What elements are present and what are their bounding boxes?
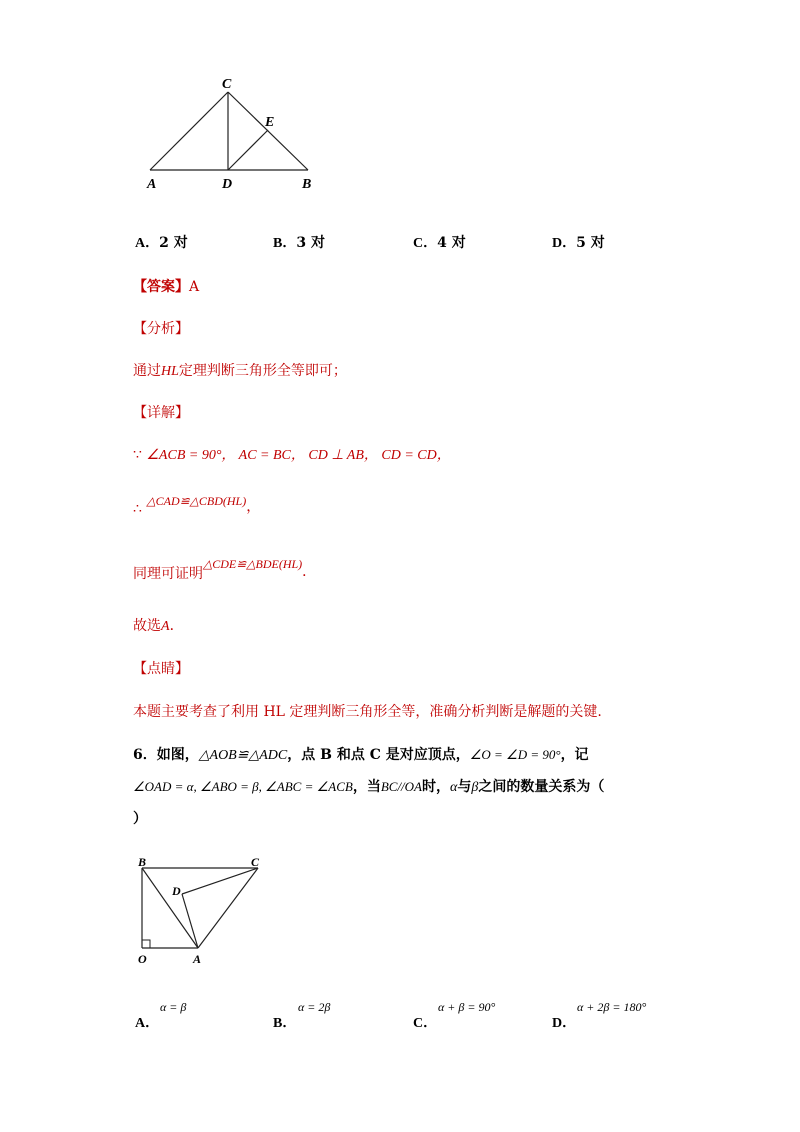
segment-de xyxy=(228,130,268,170)
figure-triangle-abc xyxy=(140,70,340,195)
detail-line-1: ∵ ∠ACB = 90°， AC = BC， CD ⊥ AB， CD = CD， xyxy=(133,447,451,463)
q5-option-c: C．4 对 xyxy=(413,235,466,251)
answer-tag: 【答案】 xyxy=(133,279,189,295)
detail-line-2: ∴ △CAD≌△CBD(HL)， xyxy=(133,494,261,517)
label-b: B xyxy=(302,177,312,192)
q6-option-b: B． α = 2β xyxy=(273,1000,331,1031)
label-a: A xyxy=(147,177,157,192)
q6-option-a: A． α = β xyxy=(135,1000,187,1031)
answer-value: A xyxy=(189,279,200,295)
detail-line-3: 同理可证明△CDE≌△BDE(HL)． xyxy=(133,557,317,582)
q5-option-d: D．5 对 xyxy=(552,235,605,251)
label-e: E xyxy=(265,115,275,130)
label-c2: C xyxy=(251,855,260,869)
segment-ba xyxy=(142,868,198,948)
q6-option-c: C． α + β = 90° xyxy=(413,1000,496,1031)
comment-text: 本题主要考查了利用 HL 定理判断三角形全等，准确分析判断是解题的关键. xyxy=(133,704,602,720)
q6-option-d: D． α + 2β = 180° xyxy=(552,1000,647,1031)
analysis-tag: 【分析】 xyxy=(133,321,189,337)
figure-quadrilateral-obca xyxy=(130,850,280,975)
right-angle-mark xyxy=(142,940,150,948)
analysis-text: 通过HL定理判断三角形全等即可； xyxy=(133,363,347,379)
label-b2: B xyxy=(138,855,147,869)
label-c: C xyxy=(222,77,232,92)
segment-ca xyxy=(198,868,258,948)
q6-line-2: ∠OAD = α, ∠ABO = β, ∠ABC = ∠ACB，当BC//OA时，α与β之间的数量关系为（ xyxy=(133,779,605,795)
detail-line-4: 故选A． xyxy=(133,618,184,634)
label-d: D xyxy=(222,177,233,192)
label-o2: O xyxy=(138,952,147,966)
q6-line-3: ） xyxy=(133,811,147,827)
answer-line xyxy=(133,276,199,296)
segment-dc xyxy=(182,868,258,894)
q5-option-a: A．2 对 xyxy=(135,235,188,251)
label-a2: A xyxy=(193,952,202,966)
comment-tag: 【点睛】 xyxy=(133,661,189,677)
label-d2: D xyxy=(172,884,181,898)
segment-ac xyxy=(150,92,228,170)
detail-tag: 【详解】 xyxy=(133,405,189,421)
q6-line-1: 6．如图，△AOB≌△ADC，点 B 和点 C 是对应顶点，∠O = ∠D = 90°，记 xyxy=(133,747,589,763)
q5-option-b: B．3 对 xyxy=(273,235,325,251)
segment-da xyxy=(182,894,198,948)
